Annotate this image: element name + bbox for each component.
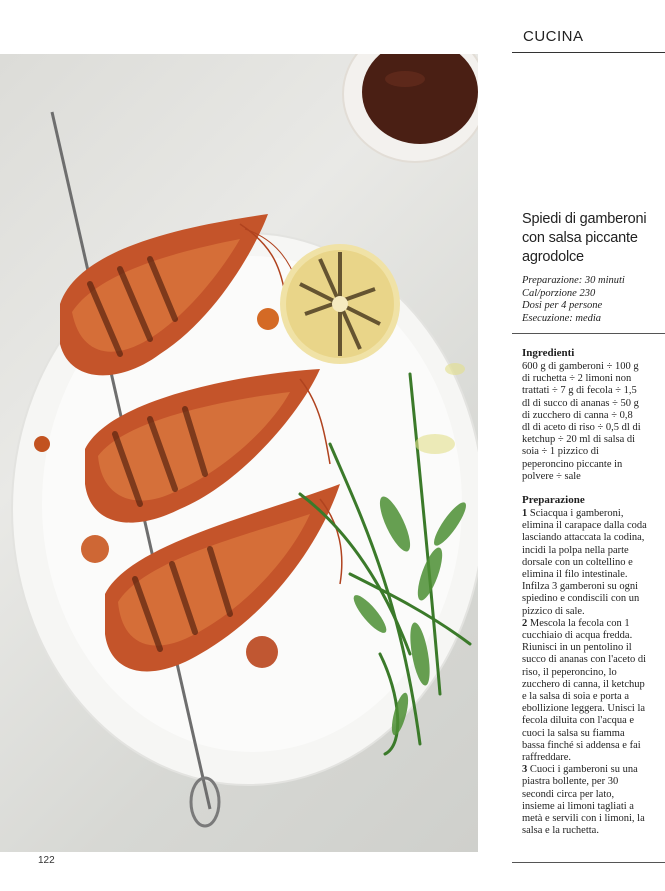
ingredients-heading: Ingredienti [522,347,575,359]
section-title: CUCINA [523,28,584,45]
step-number: 2 [522,617,528,629]
preparation-steps [522,508,647,837]
step-text: Cuoci i gamberoni su una piastra bollente, per 30 secondi circa per lato, insieme ai limoni tagliati a metà e servili con i limoni, la salsa e la ruchetta. [522,764,645,837]
section-divider [512,52,665,53]
step-number: 3 [522,764,528,776]
food-illustration [0,54,478,852]
meta-difficulty: Esecuzione: media [522,312,602,324]
meta-divider [512,333,665,334]
recipe-photo [0,54,478,852]
preparation-step [522,618,647,764]
page-number: 122 [38,855,55,866]
preparation-step [522,508,647,618]
preparation-step [522,764,647,837]
step-number: 1 [522,508,528,519]
meta-preparation-time: Preparazione: 30 minuti [522,275,625,286]
recipe-title: Spiedi di gamberoni con salsa piccante agrodolce [522,211,647,265]
step-text: Mescola la fecola con 1 cucchiaio di acqua fredda. Riunisci in un pentolino il succo di ananas con l'aceto di riso, il peperoncino, lo zucchero di canna, il ketchup e la salsa di soia e porta a ebollizione leggera. Unisci la fecola diluita con l'acqua e cuoci la salsa su fiamma bassa finché si addensa e fai raffreddare. [522,617,647,764]
step-text: Sciacqua i gamberoni, elimina il carapace dalla coda lasciando attaccata la codina, incidi la polpa nella parte dorsale con un coltellino e elimina il filo intestinale. Infilza 3 gamberoni su ogni spiedino e condiscili con un pizzico di sale. [522,508,647,617]
bottom-divider [512,862,665,863]
meta-servings: Dosi per 4 persone [522,300,603,312]
ingredients-list: 600 g di gamberoni ÷ 100 g di ruchetta ÷ 2 limoni non trattati ÷ 7 g di fecola ÷ 1,5 dl di succo di ananas ÷ 50 g di zucchero di canna ÷ 0,8 dl di aceto di riso ÷ 0,5 dl di ketchup ÷ 20 ml di salsa di soia ÷ 1 pizzico di peperoncino piccante in polvere ÷ sale [522,361,641,482]
recipe-meta [522,275,662,325]
preparation-heading: Preparazione [522,494,585,506]
meta-calories: Cal/porzione 230 [522,287,596,299]
